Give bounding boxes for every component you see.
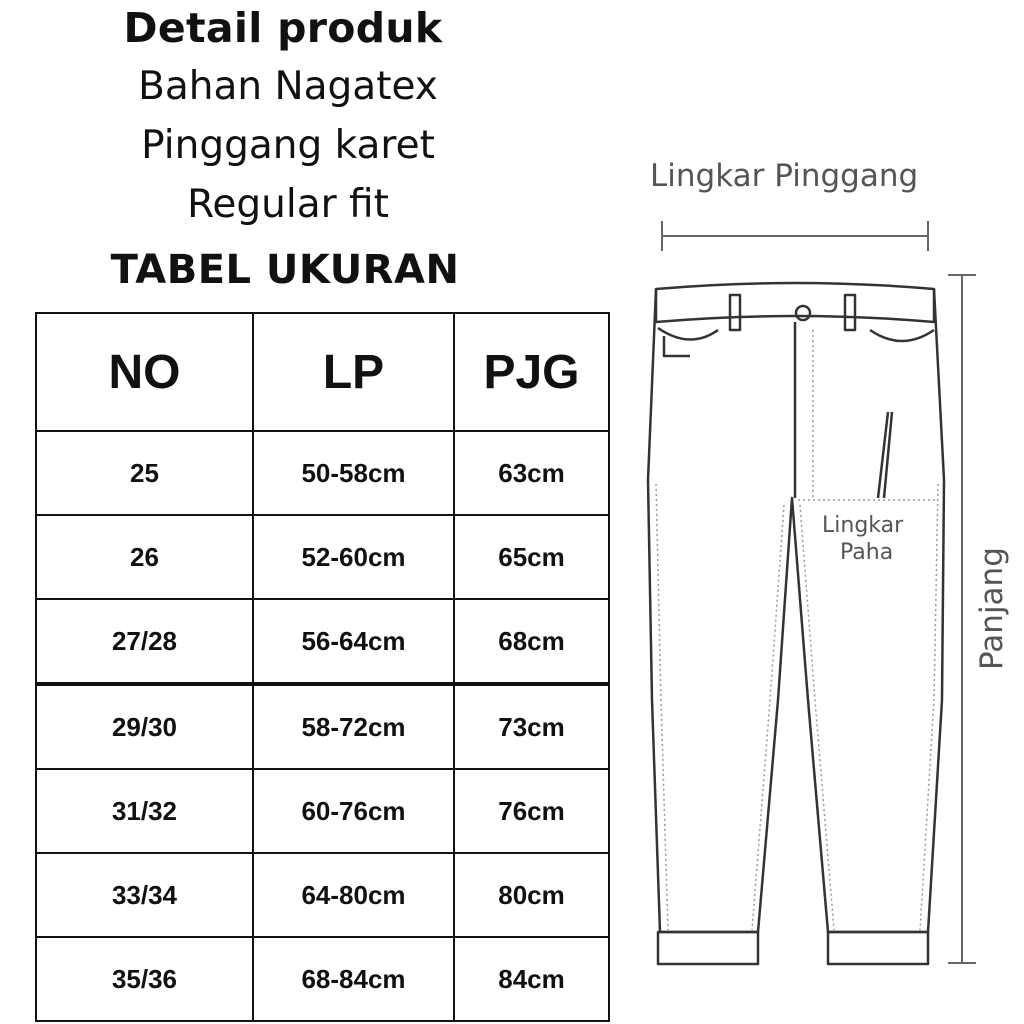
table-row [36,599,609,684]
cell-lp: 58-72cm [253,684,454,769]
cell-pjg: 63cm [454,431,609,515]
thigh-label-line2: Paha [840,540,894,565]
size-table [35,312,610,1022]
stitching [656,330,938,930]
table-row [36,937,609,1021]
header-pjg: PJG [454,313,609,431]
pants-measurement-diagram [640,150,1024,980]
table-row [36,431,609,515]
waist-label: Lingkar Pinggang [650,158,919,194]
cell-lp: 64-80cm [253,853,454,937]
cell-lp: 52-60cm [253,515,454,599]
cell-lp: 56-64cm [253,599,454,684]
cell-no: 31/32 [36,769,253,853]
table-row [36,684,609,769]
cell-lp: 68-84cm [253,937,454,1021]
table-row [36,853,609,937]
pants-outline [648,283,944,964]
cell-pjg: 76cm [454,769,609,853]
size-table-title: TABEL UKURAN [110,247,460,293]
cell-pjg: 68cm [454,599,609,684]
cell-no: 33/34 [36,853,253,937]
cell-no: 25 [36,431,253,515]
detail-line-fit: Regular fit [187,182,389,227]
cell-pjg: 73cm [454,684,609,769]
thigh-label-line1: Lingkar [822,513,904,538]
cell-no: 35/36 [36,937,253,1021]
length-label: Panjang [974,547,1010,670]
header-no: NO [36,313,253,431]
cell-lp: 60-76cm [253,769,454,853]
cell-pjg: 84cm [454,937,609,1021]
cell-no: 27/28 [36,599,253,684]
table-row [36,769,609,853]
detail-line-material: Bahan Nagatex [138,64,438,109]
detail-title: Detail produk [123,4,443,52]
header-lp: LP [253,313,454,431]
size-table-header-row [36,313,609,431]
detail-line-waist: Pinggang karet [141,123,435,168]
cell-pjg: 65cm [454,515,609,599]
waist-measure-line [662,221,928,251]
cell-no: 29/30 [36,684,253,769]
cell-no: 26 [36,515,253,599]
table-row [36,515,609,599]
cell-pjg: 80cm [454,853,609,937]
cell-lp: 50-58cm [253,431,454,515]
length-measure-line [948,275,976,963]
